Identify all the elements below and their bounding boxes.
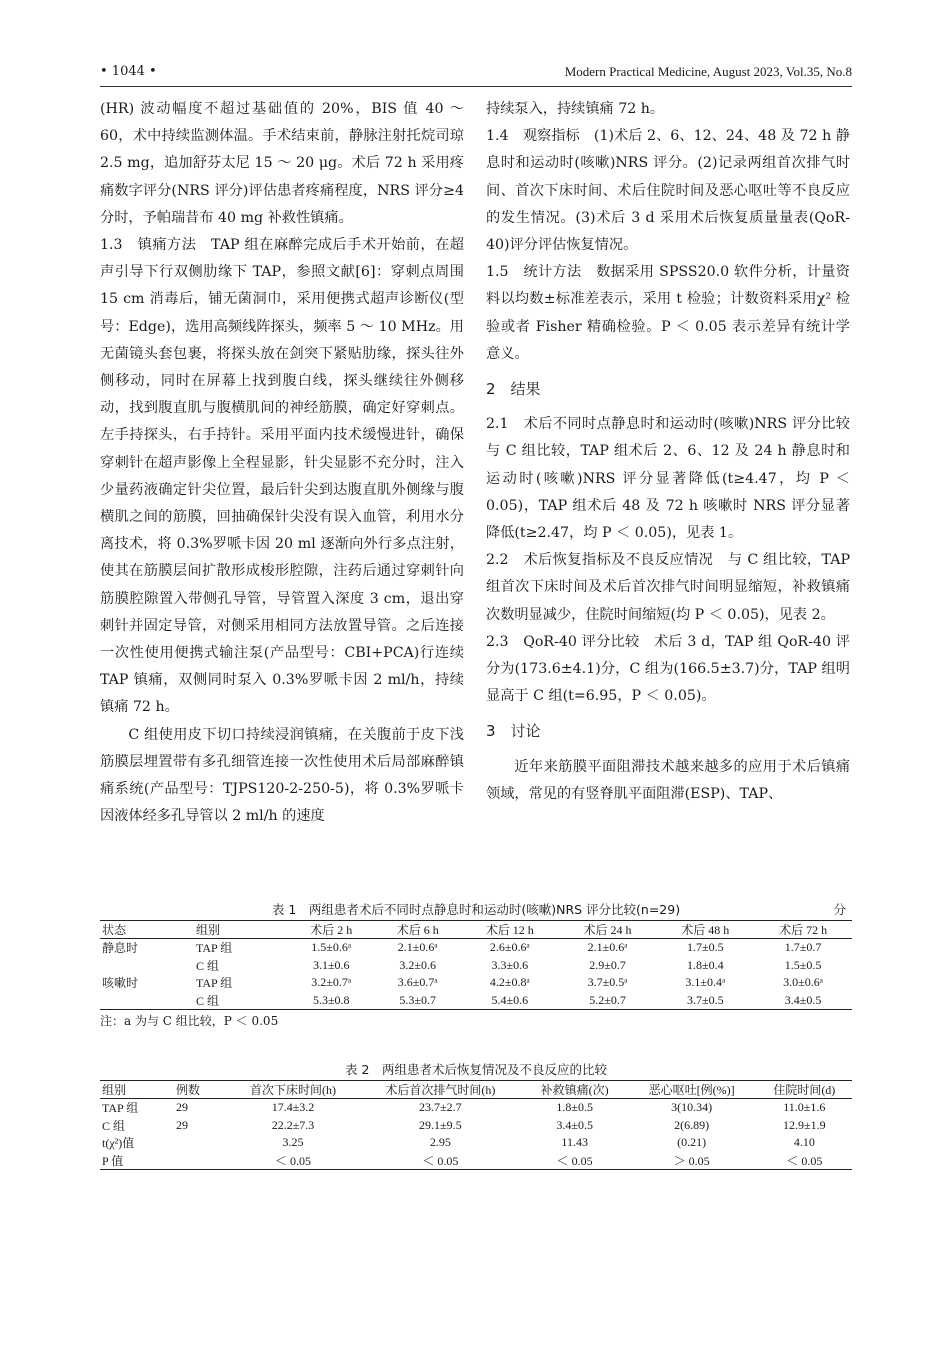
paragraph: 1.5 统计方法 数据采用 SPSS20.0 软件分析，计量资料以均数±标准差表示，采用 t 检验；计数资料采用χ² 检验或者 Fisher 精确检验。P ＜ 0.05 表示差异有统计学意义。	[486, 264, 850, 362]
paragraph: 2.3 QoR-40 评分比较 术后 3 d，TAP 组 QoR-40 评分为(173.6±4.1)分，C 组为(166.5±3.7)分，TAP 组明显高于 C 组(t=6.95，P ＜ 0.05)。	[486, 633, 850, 705]
column-header: 住院时间(d)	[757, 1081, 852, 1099]
paragraph: C 组使用皮下切口持续浸润镇痛，在关腹前于皮下浅筋膜层埋置带有多孔细管连接一次性使用术后局部麻醉镇痛系统(产品型号：TJPS120-2-250-5)，将 0.3%罗哌卡因液体经多孔导管以 2 ml/h 的速度	[100, 726, 464, 825]
table-cell: 2.9±0.7	[589, 957, 626, 972]
table-cell: TAP 组	[196, 976, 233, 991]
table-cell: 17.4±3.2	[271, 1100, 315, 1115]
table-cell: 29	[176, 1100, 188, 1115]
table-cell: 11.43	[561, 1135, 588, 1150]
journal-citation: Modern Practical Medicine, August 2023, Vol.35, No.8	[564, 64, 852, 79]
table-cell: 3.2±0.7ᵃ	[311, 975, 352, 990]
page-number: • 1044 •	[100, 64, 157, 79]
column-header: 组别	[100, 1081, 174, 1099]
table-cell: 22.2±7.3	[271, 1117, 315, 1132]
table-row	[100, 1134, 852, 1152]
table-cell: 4.2±0.8ᵃ	[489, 975, 530, 990]
table-cell	[100, 957, 194, 975]
column-header: 补救镇痛(次)	[523, 1081, 627, 1099]
section-heading: 3 讨论	[486, 722, 541, 741]
paragraph: 2.1 术后不同时点静息时和运动时(咳嗽)NRS 评分比较 与 C 组比较，TAP 组术后 2、6、12 及 24 h 静息时和运动时(咳嗽)NRS 评分显著降低(t≥4.47，均 P ＜ 0.05)，TAP 组术后 48 及 72 h 咳嗽时 NRS 评分显著降低(t≥2.47，均 P ＜ 0.05)，见表 1。	[486, 416, 865, 542]
table-row	[100, 939, 852, 957]
table-cell: t(χ²)值	[102, 1136, 135, 1151]
table-row	[100, 957, 852, 975]
table-cell: 1.8±0.4	[687, 957, 724, 972]
table-row	[100, 1117, 852, 1135]
table-cell: 2.6±0.6ᵃ	[489, 940, 530, 955]
table-cell: 5.3±0.7	[399, 992, 436, 1007]
table-unit: 分	[833, 902, 846, 917]
table-cell: 3.7±0.5ᵃ	[587, 975, 628, 990]
table-cell: 5.4±0.6	[491, 992, 529, 1007]
table-cell	[174, 1134, 228, 1152]
table-cell: 2(6.89)	[674, 1117, 710, 1132]
table-cell: 29.1±9.5	[419, 1117, 462, 1132]
table-cell: 3.25	[282, 1135, 304, 1150]
table-cell: 23.7±2.7	[419, 1100, 462, 1115]
table-cell: 1.7±0.5	[687, 940, 724, 955]
table-cell: 2.1±0.6ᵃ	[397, 940, 438, 955]
table-cell: ＜ 0.05	[786, 1153, 823, 1168]
table-cell: C 组	[196, 993, 220, 1008]
paragraph: 2.2 术后恢复指标及不良反应情况 与 C 组比较，TAP 组首次下床时间及术后首次排气时间明显缩短，补救镇痛次数明显减少，住院时间缩短(均 P ＜ 0.05)，见表 2。	[486, 552, 850, 623]
left-column	[100, 96, 464, 830]
table-cell: ＜ 0.05	[556, 1153, 593, 1168]
table-row	[100, 992, 852, 1010]
table-row	[100, 1099, 852, 1117]
table-cell: 2.95	[429, 1135, 451, 1150]
table-cell: 4.10	[793, 1135, 815, 1150]
table-cell: 静息时	[102, 941, 139, 956]
table-row	[100, 974, 852, 992]
table-cell	[100, 992, 194, 1010]
table-cell: C 组	[102, 1118, 126, 1133]
table-cell: 2.1±0.6ᵃ	[587, 940, 628, 955]
table-cell: ＜ 0.05	[274, 1153, 311, 1168]
table-cell: 11.0±1.6	[783, 1100, 826, 1115]
table-cell: 5.2±0.7	[589, 992, 626, 1007]
column-header: 术后 12 h	[461, 921, 559, 939]
table-cell: 3.1±0.4ᵃ	[685, 975, 726, 990]
table-2	[100, 1060, 852, 1170]
table-cell: (0.21)	[677, 1135, 707, 1150]
paragraph: (HR) 波动幅度不超过基础值的 20%，BIS 值 40 ～ 60，术中持续监测体温。手术结束前，静脉注射托烷司琼 2.5 mg，追加舒芬太尼 15 ～ 20 μg。术后 72 h 采用疼痛数字评分(NRS 评分)评估患者疼痛程度，NRS 评分≥4 分时，予帕瑞昔布 40 mg 补救性镇痛。	[100, 101, 464, 226]
column-header: 恶心呕吐[例(%)]	[627, 1081, 757, 1099]
column-header: 术后 24 h	[559, 921, 657, 939]
column-header: 组别	[194, 921, 288, 939]
paragraph: 近年来筋膜平面阻滞技术越来越多的应用于术后镇痛领域，常见的有竖脊肌平面阻滞(ESP)、TAP、	[486, 758, 850, 802]
table-cell: 12.9±1.9	[783, 1117, 826, 1132]
column-header: 术后 72 h	[754, 921, 852, 939]
table-cell: 5.3±0.8	[312, 992, 350, 1007]
table-cell: TAP 组	[102, 1101, 139, 1116]
table-cell: 3.4±0.5	[784, 992, 822, 1007]
table-cell: ＞ 0.05	[673, 1153, 710, 1168]
data-table	[100, 1080, 852, 1170]
table-cell: 3.3±0.6	[491, 957, 529, 972]
table-1	[100, 900, 852, 1030]
table-cell	[174, 1152, 228, 1170]
table-cell: C 组	[196, 958, 220, 973]
header-rule	[100, 86, 852, 87]
table-cell: 1.8±0.5	[556, 1100, 593, 1115]
data-table	[100, 920, 852, 1010]
column-header: 状态	[100, 921, 194, 939]
table-cell: TAP 组	[196, 941, 233, 956]
right-column	[486, 96, 865, 808]
table-cell: 3.6±0.7ᵃ	[397, 975, 438, 990]
table-cell: 1.7±0.7	[784, 940, 822, 955]
table-title: 表 1 两组患者术后不同时点静息时和运动时(咳嗽)NRS 评分比较(n=29)	[271, 902, 681, 917]
table-row	[100, 1152, 852, 1170]
column-header: 例数	[174, 1081, 228, 1099]
table-cell: 1.5±0.6ᵃ	[311, 940, 352, 955]
column-header: 术后首次排气时间(h)	[358, 1081, 523, 1099]
table-cell: 3.2±0.6	[399, 957, 436, 972]
paragraph: 1.4 观察指标 (1)术后 2、6、12、24、48 及 72 h 静息时和运动时(咳嗽)NRS 评分。(2)记录两组首次排气时间、首次下床时间、术后住院时间及恶心呕吐等不良反应的发生情况。(3)术后 3 d 采用术后恢复质量量表(QoR-40)评分评估恢复情况。	[486, 128, 850, 254]
table-cell: 29	[176, 1117, 188, 1132]
table-cell: 3.0±0.6ᵃ	[783, 975, 824, 990]
section-heading: 2 结果	[486, 380, 541, 399]
column-header: 术后 6 h	[374, 921, 460, 939]
column-header: 术后 48 h	[656, 921, 754, 939]
paragraph: 1.3 镇痛方法 TAP 组在麻醉完成后手术开始前，在超声引导下行双侧肋缘下 TAP，参照文献[6]：穿刺点周围 15 cm 消毒后，铺无菌洞巾，采用便携式超声诊断仪(型号：Edge)，选用高频线阵探头，频率 5 ～ 10 MHz。用无菌镜头套包裹，将探头放在剑突下紧贴肋缘，探头往外侧移动，同时在屏幕上找到腹白线，探头继续往外侧移动，找到腹直肌与腹横肌间的神经筋膜，确定好穿刺点。左手持探头，右手持针。采用平面内技术缓慢进针，确保穿刺针在超声影像上全程显影，针尖显影不充分时，注入少量药液确定针尖位置，最后针尖到达腹直肌外侧缘与腹横肌之间的筋膜，回抽确保针尖没有误入血管，利用水分离技术，将 0.3%罗哌卡因 20 ml 逐渐向外行多点注射，使其在筋膜层间扩散形成梭形腔隙，注药后通过穿刺针向筋膜腔隙置入带侧孔导管，导管置入深度 3 cm，退出穿刺针并固定导管，对侧采用相同方法放置导管。之后连接一次性使用便携式输注泵(产品型号：CBI+PCA)行连续 TAP 镇痛，双侧同时泵入 0.3%罗哌卡因 2 ml/h，持续镇痛 72 h。	[100, 237, 464, 716]
table-cell: 3.1±0.6	[312, 957, 350, 972]
table-cell: P 值	[102, 1153, 124, 1168]
table-cell: ＜ 0.05	[422, 1153, 459, 1168]
table-cell: 3.4±0.5	[556, 1117, 593, 1132]
table-note: 注：a 为与 C 组比较，P ＜ 0.05	[100, 1014, 279, 1028]
column-header: 首次下床时间(h)	[228, 1081, 358, 1099]
page-header	[100, 62, 852, 86]
column-header: 术后 2 h	[288, 921, 374, 939]
table-cell: 3(10.34)	[671, 1100, 713, 1115]
table-title: 表 2 两组患者术后恢复情况及不良反应的比较	[345, 1062, 607, 1077]
table-cell: 1.5±0.5	[784, 957, 822, 972]
table-cell: 3.7±0.5	[687, 992, 724, 1007]
table-cell: 咳嗽时	[102, 976, 139, 991]
paragraph: 持续泵入，持续镇痛 72 h。	[486, 101, 665, 117]
